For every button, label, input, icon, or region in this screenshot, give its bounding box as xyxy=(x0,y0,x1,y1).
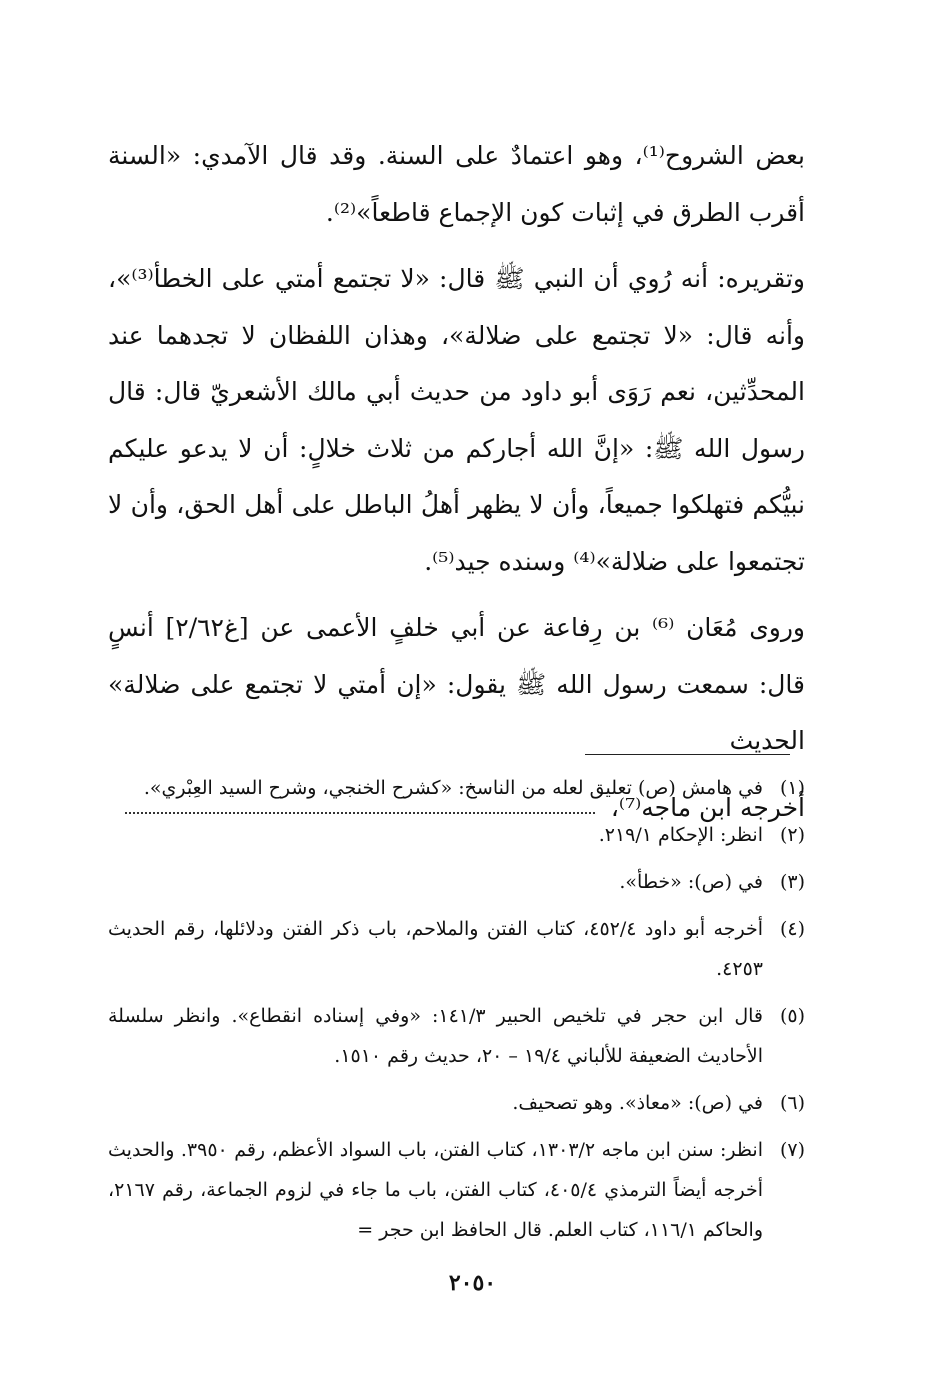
main-text xyxy=(108,128,805,836)
footnote-number: (٥) xyxy=(779,1005,805,1027)
footnote-separator xyxy=(585,754,790,755)
footnotes xyxy=(108,768,805,1257)
footnote-text: قال ابن حجر في تلخيص الحبير ١٤١/٣: «وفي إسناده انقطاع». وانظر سلسلة الأحاديث الضعيفة للألباني ١٩/٤ – ٢٠، حديث رقم ١٥١٠. xyxy=(108,1005,763,1067)
footnote-text: انظر: الإحكام ٢١٩/١. xyxy=(598,824,763,846)
footnote-4 xyxy=(108,909,805,989)
footnote-1 xyxy=(108,768,805,808)
paragraph-1: بعض الشروح⁽¹⁾، وهو اعتمادٌ على السنة. وقد قال الآمدي: «السنة أقرب الطرق في إثبات كون الإجماع قاطعاً»⁽²⁾. xyxy=(108,141,805,227)
footnote-text: في (ص): «خطأ». xyxy=(619,871,763,893)
footnote-text: في (ص): «معاذ». وهو تصحيف. xyxy=(512,1092,763,1114)
footnote-number: (٦) xyxy=(779,1092,805,1114)
footnote-number: (٢) xyxy=(779,824,805,846)
continuation-text: أخرجه ابن ماجه⁽⁷⁾، xyxy=(610,792,805,822)
footnote-6 xyxy=(108,1083,805,1123)
footnote-2 xyxy=(108,815,805,855)
footnote-number: (١) xyxy=(779,777,805,799)
footnote-3 xyxy=(108,862,805,902)
footnote-text: في هامش (ص) تعليق لعله من الناسخ: «كشرح الخنجي، وشرح السيد العِبْري». xyxy=(143,777,763,799)
footnote-number: (٣) xyxy=(779,871,805,893)
paragraph-2: وتقريره: أنه رُوي أن النبي ﷺ قال: «لا تجتمع أمتي على الخطأ⁽³⁾»، وأنه قال: «لا تجتمع على ضلالة»، وهذان اللفظان لا تجدهما عند المحدِّثين، نعم رَوَى أبو داود من حديث أبي مالك الأشعريّ قال: قال رسول الله ﷺ: «إنَّ الله أجاركم من ثلاث خلالٍ: أن لا يدعو عليكم نبيُّكم فتهلكوا جميعاً، وأن لا يظهر أهلُ الباطل على أهل الحق، وأن لا تجتمعوا على ضلالة»⁽⁴⁾ وسنده جيد⁽⁵⁾. xyxy=(108,264,805,576)
footnote-7 xyxy=(108,1130,805,1250)
footnote-number: (٤) xyxy=(779,918,805,940)
footnote-5 xyxy=(108,996,805,1076)
footnote-number: (٧) xyxy=(779,1139,805,1161)
footnote-text: انظر: سنن ابن ماجه ١٣٠٣/٢، كتاب الفتن، باب السواد الأعظم، رقم ٣٩٥٠. والحديث أخرجه أيضاً الترمذي ٤٠٥/٤، كتاب الفتن، باب ما جاء في لزوم الجماعة، رقم ٢١٦٧، والحاكم ١١٦/١، كتاب العلم. قال الحافظ ابن حجر = xyxy=(108,1139,763,1241)
page-number: ٢٠٥٠ xyxy=(448,1270,497,1296)
paragraph-3: وروى مُعَان ⁽⁶⁾ بن رِفاعة عن أبي خلفٍ الأعمى عن [غ٢/٦٢] أنسٍ قال: سمعت رسول الله ﷺ يقول: «إن أمتي لا تجتمع على ضلالة» الحديث xyxy=(108,613,805,755)
footnote-text: أخرجه أبو داود ٤٥٢/٤، كتاب الفتن والملاحم، باب ذكر الفتن ودلائلها، رقم الحديث ٤٢٥٣. xyxy=(108,918,763,980)
